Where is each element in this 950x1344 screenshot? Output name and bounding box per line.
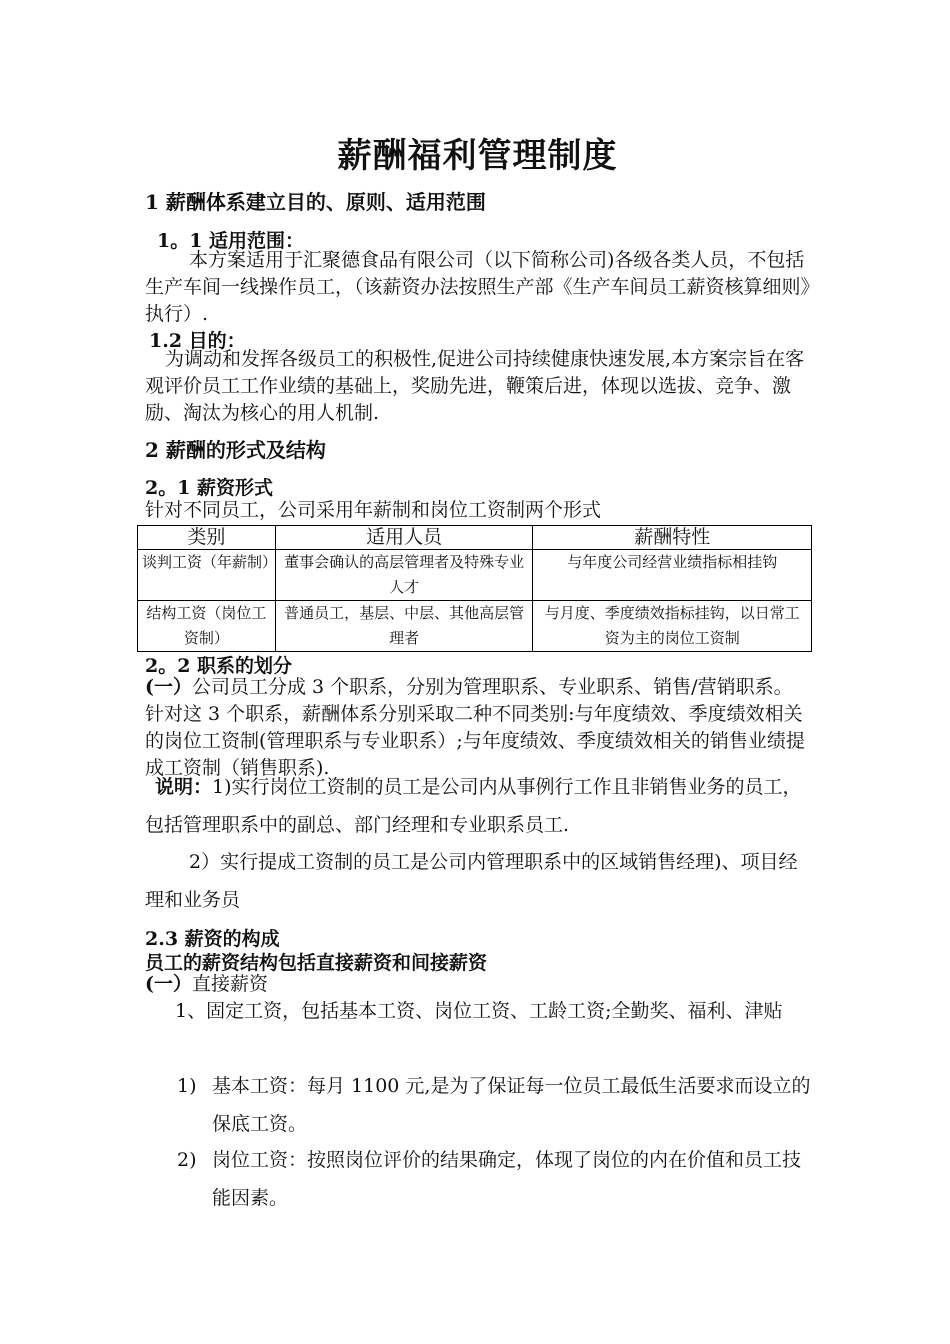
sub-item-number: 1) (177, 1075, 197, 1097)
salary-form-heading: 2。1 薪资形式 (145, 477, 274, 499)
salary-form-intro: 针对不同员工，公司采用年薪制和岗位工资制两个形式 (145, 499, 602, 521)
direct-prefix: (一） (145, 973, 192, 995)
table-header-cell: 适用人员 (275, 526, 533, 550)
note-1-text: 1)实行岗位工资制的员工是公司内从事例行工作且非销售业务的员工，包括管理职系中的副总、部门经理和专业职系员工. (145, 776, 802, 836)
table-cell: 董事会确认的高层管理者及特殊专业人才 (275, 550, 533, 601)
table-cell: 与年度公司经营业绩指标相挂钩 (533, 550, 812, 601)
table-row (138, 550, 812, 601)
note-2-text: 2）实行提成工资制的员工是公司内管理职系中的区域销售经理)、项目经理和业务员 (145, 851, 798, 911)
table-cell: 谈判工资（年薪制） (138, 550, 276, 601)
scope-heading: 1。1 适用范围： (157, 230, 305, 252)
scope-text: 本方案适用于汇聚德食品有限公司（以下简称公司)各级各类人员，不包括生产车间一线操作员工，（该薪资办法按照生产部《生产车间员工薪资核算细则》执行）. (145, 249, 811, 325)
table-header-cell: 薪酬特性 (533, 526, 812, 550)
table-header-row (138, 526, 812, 550)
table-cell: 结构工资（岗位工资制） (138, 601, 276, 652)
purpose-text: 为调动和发挥各级员工的积极性,促进公司持续健康快速发展,本方案宗旨在客观评价员工工作业绩的基础上，奖励先进，鞭策后进，体现以选拔、竞争、激励、淘汰为核心的用人机制. (145, 348, 805, 424)
division-text: 公司员工分成 3 个职系，分别为管理职系、专业职系、销售/营销职系。针对这 3 个职系，薪酬体系分别采取二种不同类别:与年度绩效、季度绩效相关的岗位工资制(管理职系与专业职系）;与年度绩效、季度绩效相关的销售业绩提成工资制（销售职系). (145, 676, 805, 779)
fixed-salary-item: 1、固定工资，包括基本工资、岗位工资、工龄工资;全勤奖、福利、津贴 (175, 1000, 783, 1022)
purpose-heading: 1.2 目的： (149, 330, 246, 352)
composition-subheading: 员工的薪资结构包括直接薪资和间接薪资 (145, 952, 488, 974)
division-paragraph (145, 674, 810, 782)
table-cell: 与月度、季度绩效指标挂钩，以日常工资为主的岗位工资制 (533, 601, 812, 652)
table-row (138, 601, 812, 652)
division-prefix: (一） (145, 676, 192, 698)
division-heading: 2。2 职系的划分 (145, 655, 293, 677)
note-label: 说明： (155, 776, 213, 798)
sub-item-text: 基本工资：每月 1100 元,是为了保证每一位员工最低生活要求而设立的保底工资。 (212, 1075, 811, 1135)
composition-heading: 2.3 薪资的构成 (145, 928, 280, 950)
direct-label: 直接薪资 (192, 973, 269, 995)
section-1-heading: 1 薪酬体系建立目的、原则、适用范围 (145, 190, 486, 214)
table-header-cell: 类别 (138, 526, 276, 550)
table-cell: 普通员工，基层、中层、其他高层管理者 (275, 601, 533, 652)
document-title: 薪酬福利管理制度 (337, 136, 618, 176)
section-2-heading: 2 薪酬的形式及结构 (145, 438, 326, 462)
salary-form-table (137, 525, 812, 652)
sub-item-number: 2) (177, 1149, 197, 1171)
sub-item-text: 岗位工资：按照岗位评价的结果确定，体现了岗位的内在价值和员工技能因素。 (212, 1149, 802, 1209)
note-1-paragraph (145, 768, 810, 844)
